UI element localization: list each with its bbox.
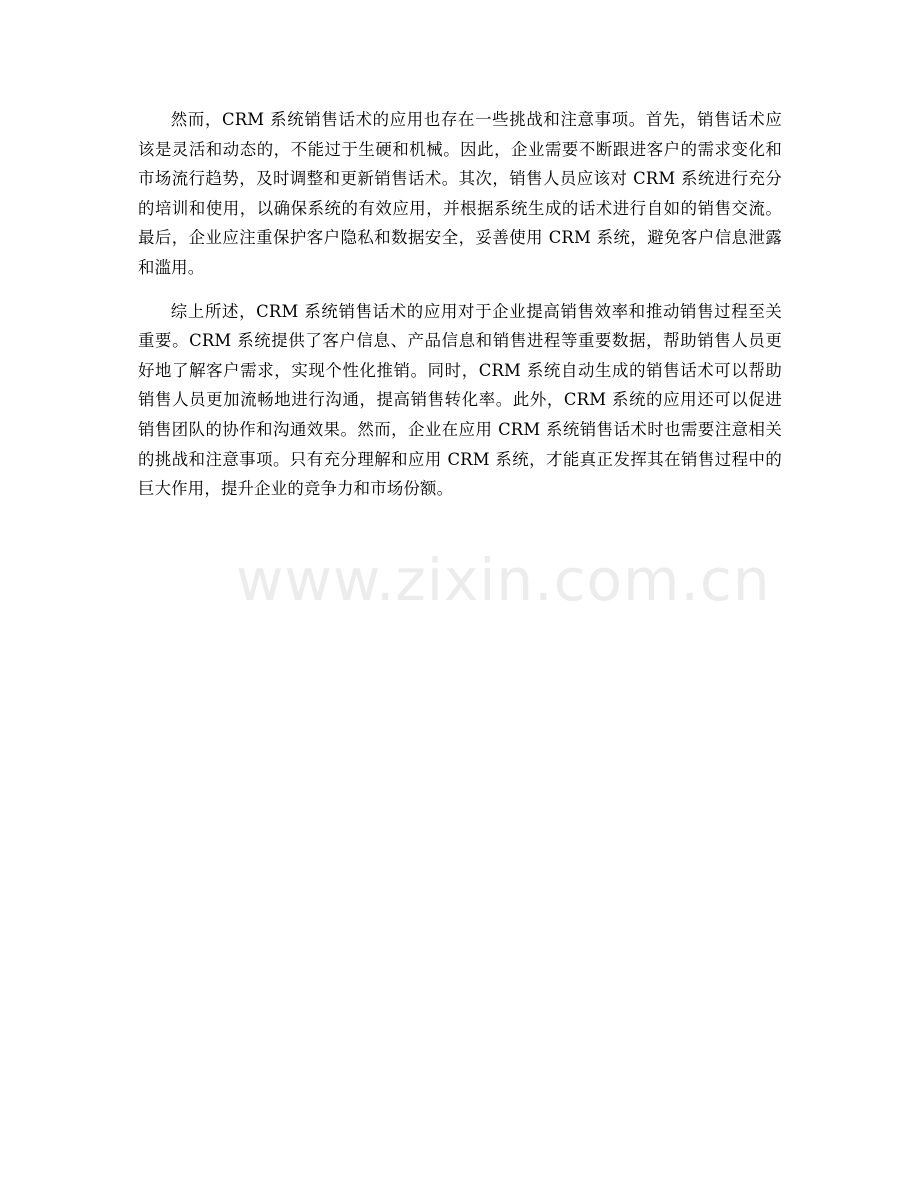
paragraph-challenges: 然而，CRM 系统销售话术的应用也存在一些挑战和注意事项。首先，销售话术应该是灵活和动态的，不能过于生硬和机械。因此，企业需要不断跟进客户的需求变化和市场流行趋势，及时调整和更新销售话术。其次，销售人员应该对 CRM 系统进行充分的培训和使用，以确保系统的有效应用，并根据系统生成的话术进行自如的销售交流。最后，企业应注重保护客户隐私和数据安全，妥善使用 CRM 系统，避免客户信息泄露和滥用。 [138, 110, 782, 277]
watermark: www.zixin.com.cn [236, 546, 771, 614]
document-body [138, 105, 782, 518]
paragraph-conclusion: 综上所述，CRM 系统销售话术的应用对于企业提高销售效率和推动销售过程至关重要。CRM 系统提供了客户信息、产品信息和销售进程等重要数据，帮助销售人员更好地了解客户需求，实现个性化推销。同时，CRM 系统自动生成的销售话术可以帮助销售人员更加流畅地进行沟通，提高销售转化率。此外，CRM 系统的应用还可以促进销售团队的协作和沟通效果。然而，企业在应用 CRM 系统销售话术时也需要注意相关的挑战和注意事项。只有充分理解和应用 CRM 系统，才能真正发挥其在销售过程中的巨大作用，提升企业的竞争力和市场份额。 [138, 301, 782, 499]
